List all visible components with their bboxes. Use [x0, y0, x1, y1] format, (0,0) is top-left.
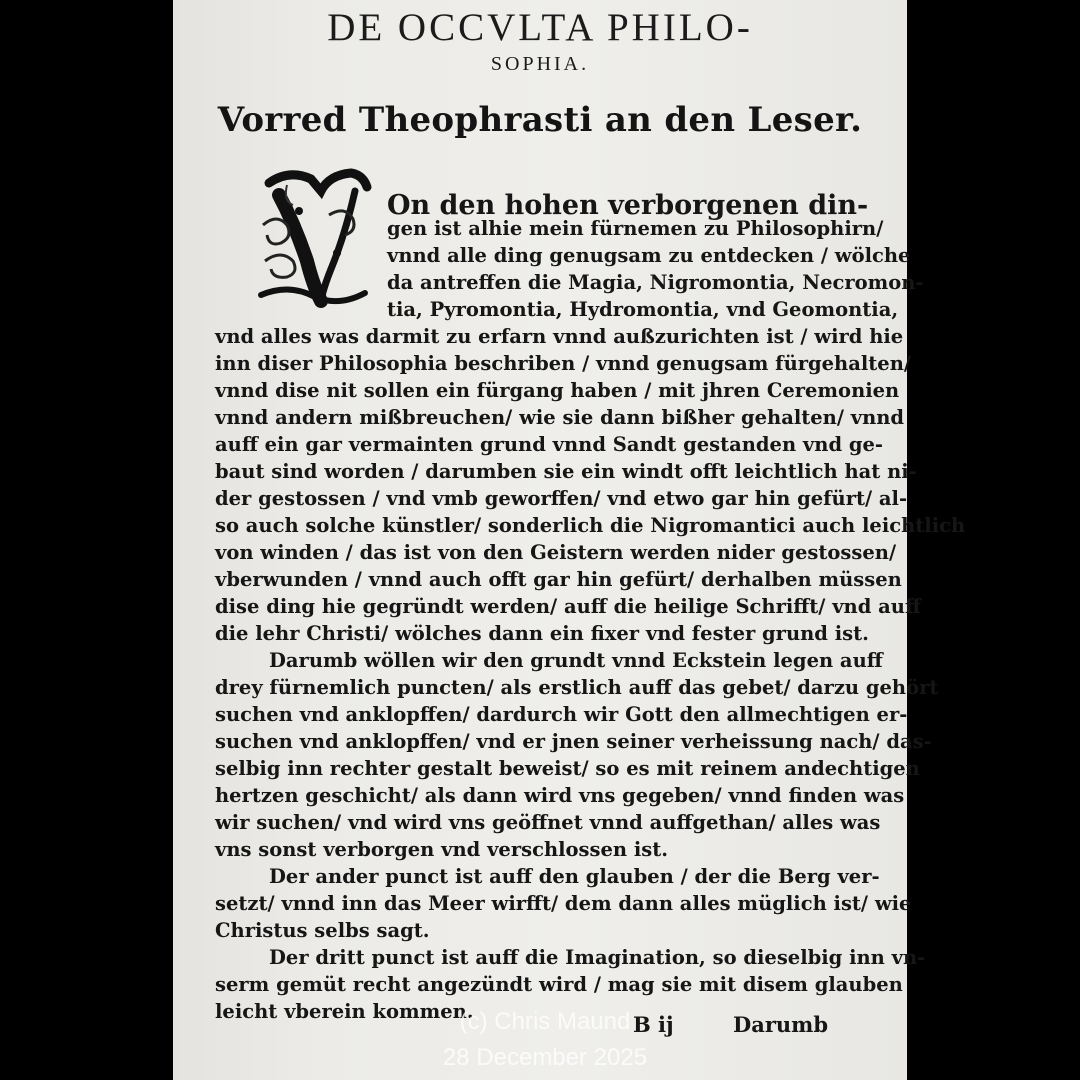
- signature-mark: B ij: [633, 1012, 674, 1037]
- text-line: von winden / das ist von den Geistern werden nider gestossen/: [215, 541, 897, 564]
- text-line: vnnd dise nit sollen ein fürgang haben / mit jhren Ceremonien: [215, 379, 900, 402]
- text-line: hertzen geschicht/ als dann wird vns gegeben/ vnnd finden was: [215, 784, 905, 807]
- book-page: [173, 0, 966, 1080]
- text-line: suchen vnd anklopffen/ vnd er jnen seiner verheissung nach/ das-: [215, 730, 932, 753]
- text-line: On den hohen verborgenen din-: [387, 190, 869, 221]
- catchword: Darumb: [733, 1012, 829, 1037]
- running-head-line-2: SOPHIA.: [490, 53, 590, 75]
- date-watermark: 28 December 2025: [442, 1044, 648, 1071]
- text-line: suchen vnd anklopffen/ dardurch wir Gott den allmechtigen er-: [215, 703, 908, 726]
- text-line: vberwunden / vnnd auch offt gar hin gefürt/ derhalben müssen: [215, 568, 902, 591]
- text-line: tia, Pyromontia, Hydromontia, vnd Geomontia,: [387, 298, 899, 321]
- text-line: so auch solche künstler/ sonderlich die Nigromantici auch leichtlich: [215, 514, 966, 537]
- text-line: da antreffen die Magia, Nigromontia, Necromon-: [387, 271, 924, 294]
- text-line: baut sind worden / darumben sie ein windt offt leichtlich hat ni-: [215, 460, 917, 483]
- text-line: leicht vberein kommen.: [215, 1000, 474, 1023]
- text-line: Christus selbs sagt.: [215, 919, 430, 942]
- text-line: dise ding hie gegründt werden/ auff die heilige Schrifft/ vnd auff: [215, 595, 921, 618]
- text-line: gen ist alhie mein fürnemen zu Philosophirn/: [387, 217, 884, 240]
- chapter-heading: Vorred Theophrasti an den Leser.: [217, 100, 863, 140]
- decorated-initial-letter-icon: [259, 165, 371, 307]
- running-head-line-1: DE OCCVLTA PHILO-: [327, 6, 753, 49]
- text-line: die lehr Christi/ wölches dann ein fixer vnd fester grund ist.: [215, 622, 869, 645]
- text-line: vnd alles was darmit zu erfarn vnnd außzurichten ist / wird hie: [215, 325, 904, 348]
- text-line: Der dritt punct ist auff die Imagination, so dieselbig inn vn-: [269, 946, 926, 969]
- copyright-watermark: (c) Chris Maund: [459, 1008, 631, 1035]
- text-line: serm gemüt recht angezündt wird / mag sie mit disem glauben: [215, 973, 903, 996]
- text-line: vns sonst verborgen vnd verschlossen ist.: [215, 838, 669, 861]
- text-line: vnnd alle ding genugsam zu entdecken / wölche: [387, 244, 911, 267]
- text-line: wir suchen/ vnd wird vns geöffnet vnnd auffgethan/ alles was: [215, 811, 881, 834]
- text-line: drey fürnemlich puncten/ als erstlich auff das gebet/ darzu gehört: [215, 676, 939, 699]
- text-line: Der ander punct ist auff den glauben / der die Berg ver-: [269, 865, 880, 888]
- text-line: setzt/ vnnd inn das Meer wirfft/ dem dann alles müglich ist/ wie: [215, 892, 912, 915]
- text-line: auff ein gar vermainten grund vnnd Sandt gestanden vnd ge-: [215, 433, 883, 456]
- text-line: Darumb wöllen wir den grundt vnnd Eckstein legen auff: [269, 649, 883, 672]
- text-line: selbig inn rechter gestalt beweist/ so es mit reinem andechtigen: [215, 757, 920, 780]
- text-line: der gestossen / vnd vmb geworffen/ vnd etwo gar hin gefürt/ al-: [215, 487, 908, 510]
- text-line: vnnd andern mißbreuchen/ wie sie dann bißher gehalten/ vnnd: [215, 406, 905, 429]
- text-line: inn diser Philosophia beschriben / vnnd genugsam fürgehalten/: [215, 352, 911, 375]
